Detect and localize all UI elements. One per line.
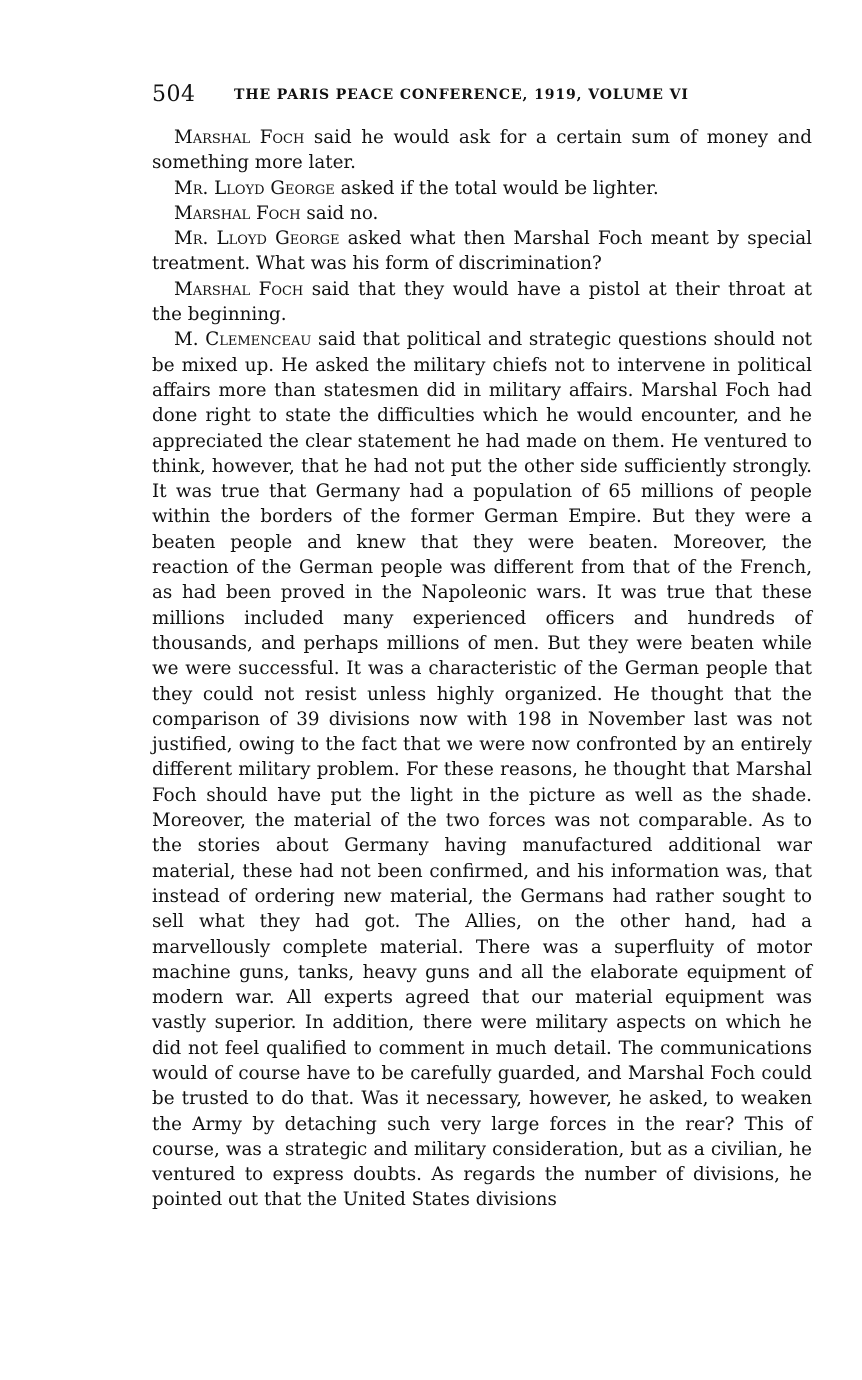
paragraph-text: asked what then Marshal Foch meant by special treatment. What was his form of discrimination?: [152, 228, 812, 275]
paragraph-text: asked if the total would be lighter.: [334, 177, 659, 199]
paragraph-text: said no.: [300, 202, 379, 224]
paragraph-text: said that political and strategic questions should not be mixed up. He asked the military chiefs not to intervene in political affairs more than statesmen did in military affairs. Marshal Foch had done right to state the difficulties which he would encounter, and he appreciated the clear statement he had made on them. He ventured to think, however, that he had not put the other side sufficiently strongly. It was true that Germany had a population of 65 millions of people within the borders of the former German Empire. But they were a beaten people and knew that they were beaten. Moreover, the reaction of the German people was different from that of the French, as had been proved in the Napoleonic wars. It was true that these millions included many experienced officers and hundreds of thousands, and perhaps millions of men. But they were beaten while we were successful. It was a characteristic of the German people that they could not resist unless highly organized. He thought that the comparison of 39 divisions now with 198 in November last was not justified, owing to the fact that we were now confronted by an entirely different military problem. For these reasons, he thought that Marshal Foch should have put the light in the picture as well as the shade. Moreover, the material of the two forces was not comparable. As to the stories about Germany having manufactured additional war material, these had not been confirmed, and his information was, that instead of ordering new material, the Germans had rather sought to sell what they had got. The Allies, on the other hand, had a marvellously complete material. There was a superfluity of motor machine guns, tanks, heavy guns and all the elaborate equipment of modern war. All experts agreed that our material equipment was vastly superior. In addition, there were military aspects on which he did not feel qualified to comment in much detail. The communications would of course have to be carefully guarded, and Marshal Foch could be trusted to do that. Was it necessary, however, he asked, to weaken the Army by detaching such very large forces in the rear? This of course, was a strategic and military consideration, but as a civilian, he ventured to express doubts. As regards the number of divisions, he pointed out that the United States divisions: [152, 329, 812, 1211]
speaker-name: Marshal Foch: [174, 278, 304, 300]
speaker-name: Mr. Lloyd George: [174, 177, 335, 199]
paragraph: [152, 125, 812, 176]
paragraph: [152, 176, 812, 201]
body-text: [152, 125, 812, 1213]
paragraph: [152, 226, 812, 277]
paragraph-text: said he would ask for a certain sum of money and something more later.: [152, 127, 812, 174]
running-head: THE PARIS PEACE CONFERENCE, 1919, VOLUME VI: [234, 87, 689, 103]
paragraph: [152, 201, 812, 226]
page-header: [152, 82, 812, 112]
paragraph: [152, 277, 812, 328]
speaker-name: Mr. Lloyd George: [174, 228, 340, 250]
page-number: 504: [152, 82, 196, 107]
speaker-name: Marshal Foch: [174, 202, 301, 224]
speaker-name: M. Clemenceau: [174, 329, 312, 351]
paragraph: [152, 327, 812, 1212]
paragraph-text: said that they would have a pistol at their throat at the beginning.: [152, 278, 812, 326]
speaker-name: Marshal Foch: [174, 127, 305, 148]
